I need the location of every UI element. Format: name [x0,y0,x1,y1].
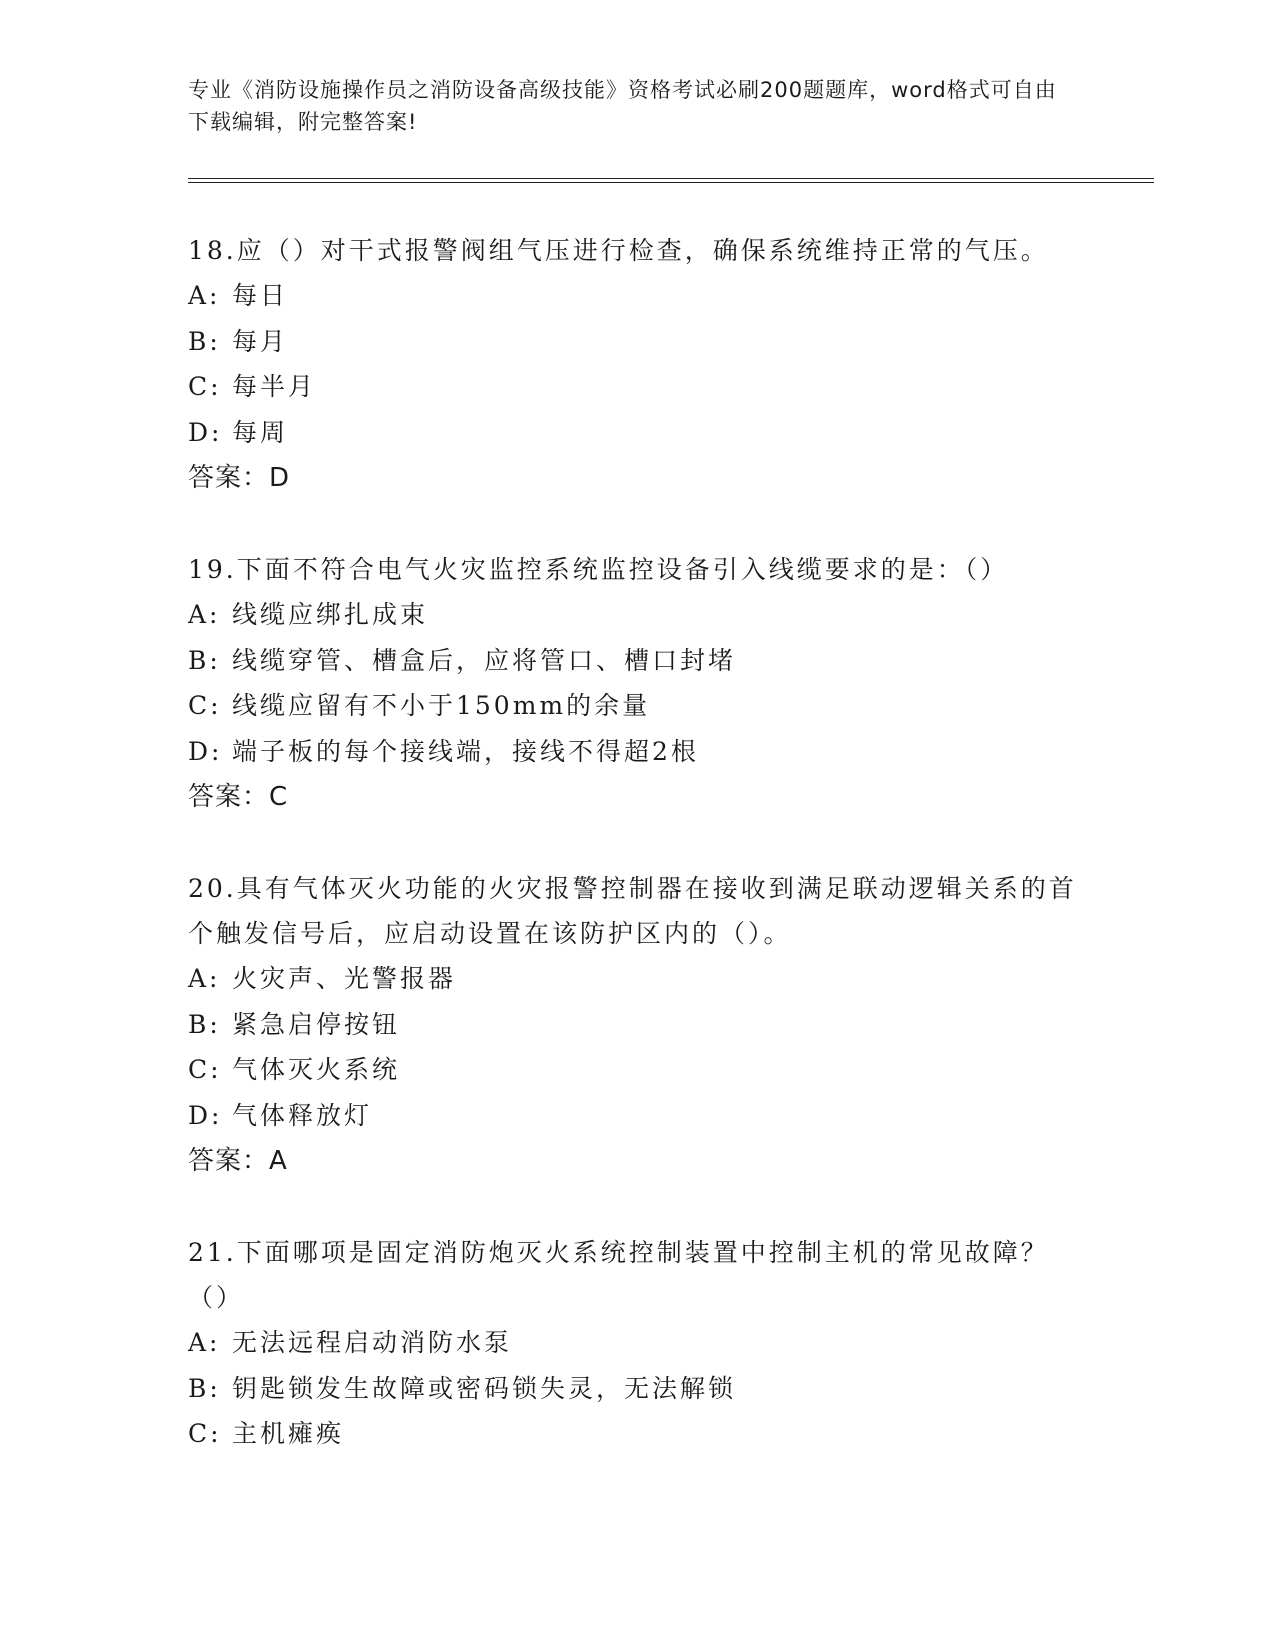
question-stem: 21.下面哪项是固定消防炮灭火系统控制装置中控制主机的常见故障？（） [188,1238,1049,1312]
option-text: 气体灭火系统 [232,1055,401,1084]
option-text: 每半月 [232,372,317,401]
question-19 [188,547,1088,820]
option-text: 每日 [232,281,289,310]
answer: 答案：D [188,463,291,493]
option-a [188,592,1088,638]
option-letter: A: [188,964,221,993]
option-b [188,1366,1088,1412]
option-letter: D: [188,736,223,766]
option-letter: A: [188,600,221,629]
option-text: 紧急启停按钮 [232,1009,401,1039]
question-stem: 19.下面不符合电气火灾监控系统监控设备引入线缆要求的是：（） [188,555,1009,584]
option-text: 主机瘫痪 [232,1419,345,1448]
option-b [188,319,1088,365]
option-b [188,638,1088,684]
question-stem: 20.具有气体灭火功能的火灾报警控制器在接收到满足联动逻辑关系的首个触发信号后，应启动设置在该防护区内的（）。 [188,874,1077,948]
option-text: 无法远程启动消防水泵 [232,1328,513,1357]
option-text: 火灾声、光警报器 [232,964,457,993]
option-d [188,410,1088,456]
option-text: 钥匙锁发生故障或密码锁失灵，无法解锁 [232,1373,737,1403]
answer: 答案：C [188,782,289,812]
option-text: 每周 [232,417,289,447]
option-letter: B: [188,1373,221,1403]
option-letter: A: [188,281,221,310]
header-title: 专业《消防设施操作员之消防设备高级技能》资格考试必刷200题题库，word格式可自由下载编辑，附完整答案! [188,78,1057,134]
option-letter: C: [188,691,222,720]
option-c [188,1047,1088,1093]
option-b [188,1002,1088,1048]
option-letter: B: [188,645,221,675]
option-a [188,956,1088,1002]
option-letter: A: [188,1328,221,1357]
header-divider-bottom [188,182,1154,183]
option-letter: D: [188,417,223,447]
option-text: 气体释放灯 [232,1100,373,1130]
option-letter: B: [188,1009,221,1039]
question-21 [188,1230,1088,1457]
option-d [188,729,1088,775]
question-stem: 18.应（）对干式报警阀组气压进行检查，确保系统维持正常的气压。 [188,236,1049,265]
option-a [188,1320,1088,1366]
option-d [188,1093,1088,1139]
option-letter: B: [188,326,221,356]
option-letter: C: [188,1419,222,1448]
option-text: 线缆应留有不小于150mm的余量 [232,691,651,720]
option-text: 线缆穿管、槽盒后，应将管口、槽口封堵 [232,645,737,675]
header-divider-top [188,178,1154,179]
option-text: 每月 [232,326,289,356]
option-c [188,364,1088,410]
document-header [188,74,1068,138]
question-18 [188,228,1088,501]
option-c [188,1411,1088,1457]
option-c [188,683,1088,729]
question-20 [188,866,1088,1184]
option-a [188,273,1088,319]
answer: 答案：A [188,1146,288,1176]
option-letter: C: [188,372,222,401]
option-text: 端子板的每个接线端，接线不得超2根 [232,736,699,766]
option-text: 线缆应绑扎成束 [232,600,429,629]
option-letter: D: [188,1100,223,1130]
option-letter: C: [188,1055,222,1084]
